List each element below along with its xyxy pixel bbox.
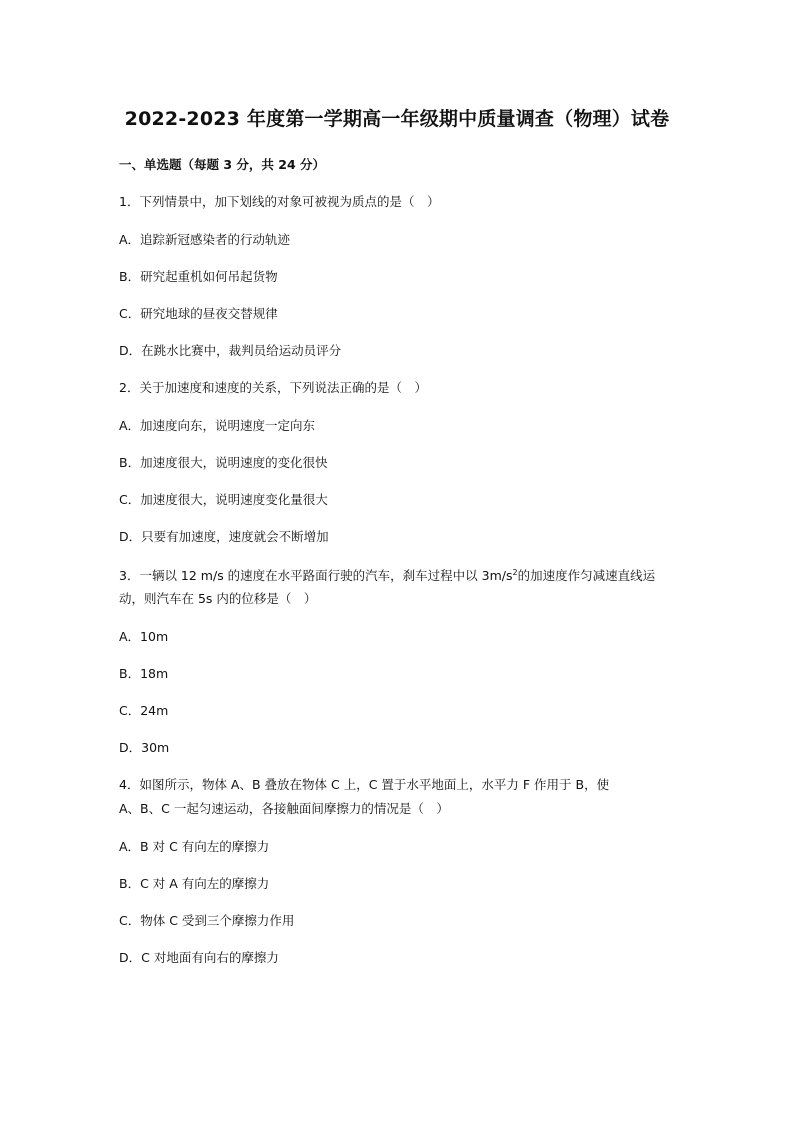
question-2-stem: 2．关于加速度和速度的关系，下列说法正确的是（ ）: [119, 380, 427, 395]
question-3-stem-line-2: 动，则汽车在 5s 内的位移是（ ）: [119, 591, 317, 606]
section-heading: 一、单选题（每题 3 分，共 24 分）: [119, 157, 326, 172]
question-4-option-d: D．C 对地面有向右的摩擦力: [119, 950, 279, 965]
question-3-exponent: 2: [512, 567, 518, 577]
question-1-option-a: A．追踪新冠感染者的行动轨迹: [119, 232, 291, 247]
question-1-option-d: D．在跳水比赛中，裁判员给运动员评分: [119, 343, 342, 358]
question-3-option-b: B．18m: [119, 666, 169, 681]
question-3-stem-part-2: 的加速度作匀减速直线运: [517, 568, 656, 583]
question-4-option-a: A．B 对 C 有向左的摩擦力: [119, 839, 270, 854]
question-3-option-c: C．24m: [119, 703, 169, 718]
question-1-option-c: C．研究地球的昼夜交替规律: [119, 306, 278, 321]
question-4-option-b: B．C 对 A 有向左的摩擦力: [119, 876, 270, 891]
question-1-option-b: B．研究起重机如何吊起货物: [119, 269, 278, 284]
question-3-stem-part-1: 3．一辆以 12 m/s 的速度在水平路面行驶的汽车，刹车过程中以 3m/s: [119, 568, 513, 583]
question-1-stem: 1．下列情景中，加下划线的对象可被视为质点的是（ ）: [119, 194, 440, 209]
question-4-stem-line-1: 4．如图所示，物体 A、B 叠放在物体 C 上，C 置于水平地面上，水平力 F 作用于 B，使: [119, 777, 610, 792]
question-2-option-c: C．加速度很大，说明速度变化量很大: [119, 492, 328, 507]
question-3-option-a: A．10m: [119, 629, 169, 644]
exam-title: 2022-2023 年度第一学期高一年级期中质量调查（物理）试卷: [124, 108, 670, 130]
question-2-option-d: D．只要有加速度，速度就会不断增加: [119, 529, 329, 544]
question-2-option-b: B．加速度很大，说明速度的变化很快: [119, 455, 328, 470]
question-2-option-a: A．加速度向东，说明速度一定向东: [119, 418, 316, 433]
question-4-option-c: C．物体 C 受到三个摩擦力作用: [119, 913, 295, 928]
question-4-stem-line-2: A、B、C 一起匀速运动，各接触面间摩擦力的情况是（ ）: [119, 801, 449, 816]
question-3-stem-line-1: [119, 566, 675, 584]
question-3-option-d: D．30m: [119, 740, 170, 755]
